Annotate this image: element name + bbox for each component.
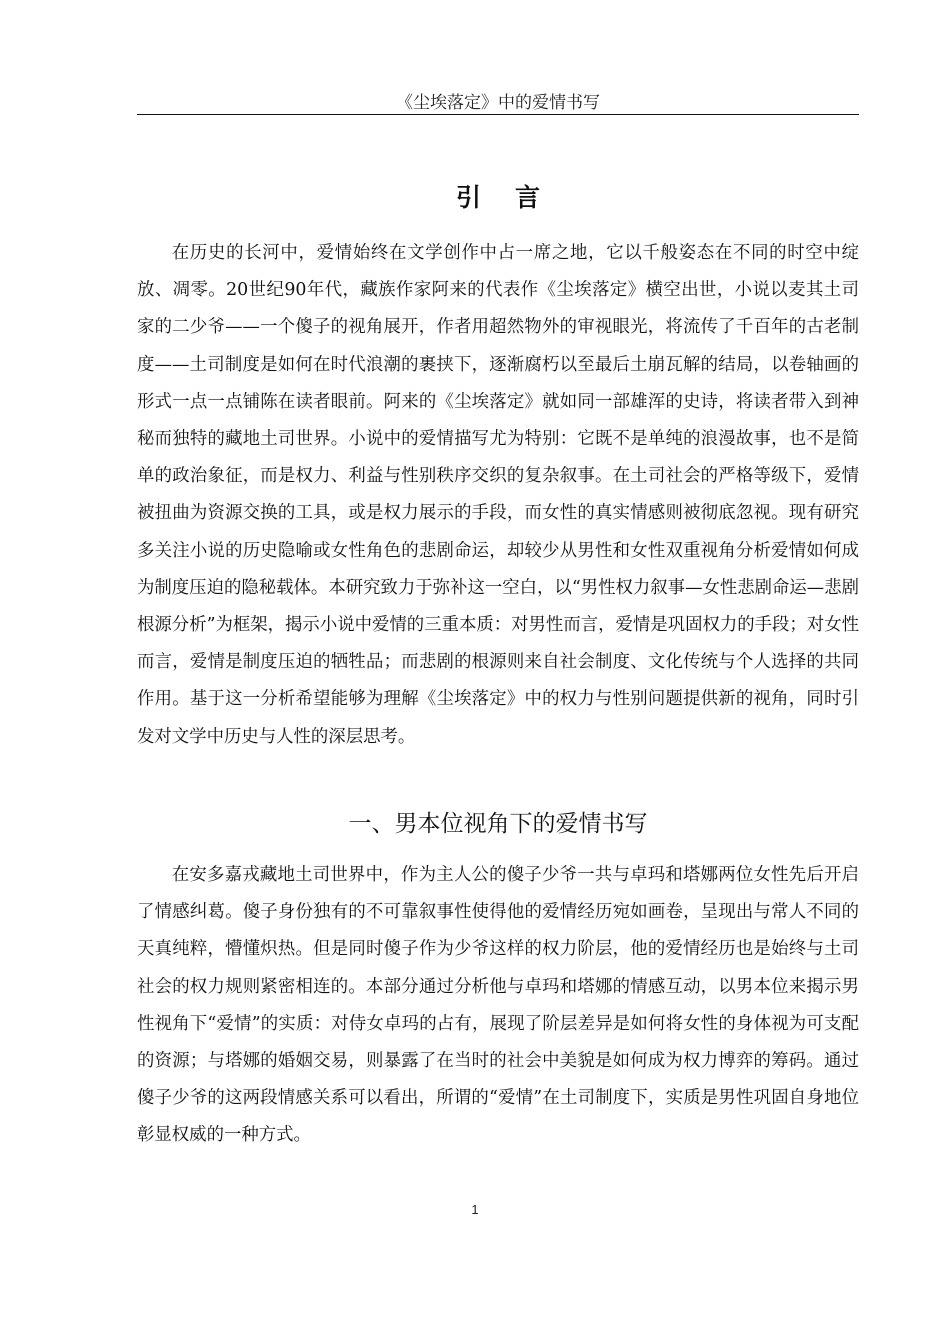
chapter-one-paragraph: 在安多嘉戎藏地土司世界中，作为主人公的傻子少爷一共与卓玛和塔娜两位女性先后开启了情感纠葛。傻子身份独有的不可靠叙事性使得他的爱情经历宛如画卷，呈现出与常人不同的天真纯粹，懵懂炽热。但是同时傻子作为少爷这样的权力阶层，他的爱情经历也是始终与土司社会的权力规则紧密相连的。本部分通过分析他与卓玛和塔娜的情感互动，以男本位来揭示男性视角下“爱情”的实质：对侍女卓玛的占有，展现了阶层差异是如何将女性的身体视为可支配的资源；与塔娜的婚姻交易，则暴露了在当时的社会中美貌是如何成为权力博弈的筹码。通过傻子少爷的这两段情感关系可以看出，所谓的“爱情”在土司制度下，实质是男性巩固自身地位彰显权威的一种方式。 [137, 865, 859, 1146]
running-header-title: 《尘埃落定》中的爱情书写 [396, 93, 600, 113]
header-rule [137, 114, 859, 115]
introduction-paragraph: 在历史的长河中，爱情始终在文学创作中占一席之地，它以千般姿态在不同的时空中绽放、凋零。20世纪90年代，藏族作家阿来的代表作《尘埃落定》横空出世，小说以麦其土司家的二少爷——一个傻子的视角展开，作者用超然物外的审视眼光，将流传了千百年的古老制度——土司制度是如何在时代浪潮的裹挟下，逐渐腐朽以至最后土崩瓦解的结局，以卷轴画的形式一点一点铺陈在读者眼前。阿来的《尘埃落定》就如同一部雄浑的史诗，将读者带入到神秘而独特的藏地土司世界。小说中的爱情描写尤为特别：它既不是单纯的浪漫故事，也不是简单的政治象征，而是权力、利益与性别秩序交织的复杂叙事。在土司社会的严格等级下，爱情被扭曲为资源交换的工具，或是权力展示的手段，而女性的真实情感则被彻底忽视。现有研究多关注小说的历史隐喻或女性角色的悲剧命运，却较少从男性和女性双重视角分析爱情如何成为制度压迫的隐秘载体。本研究致力于弥补这一空白，以“男性权力叙事—女性悲剧命运—悲剧根源分析”为框架，揭示小说中爱情的三重本质：对男性而言，爱情是巩固权力的手段；对女性而言，爱情是制度压迫的牺牲品；而悲剧的根源则来自社会制度、文化传统与个人选择的共同作用。基于这一分析希望能够为理解《尘埃落定》中的权力与性别问题提供新的视角，同时引发对文学中历史与人性的深层思考。 [137, 243, 859, 747]
section-heading-introduction: 引言 [455, 183, 574, 212]
section-heading-chapter-one: 一、男本位视角下的爱情书写 [348, 811, 648, 837]
page-number: 1 [471, 1202, 479, 1217]
